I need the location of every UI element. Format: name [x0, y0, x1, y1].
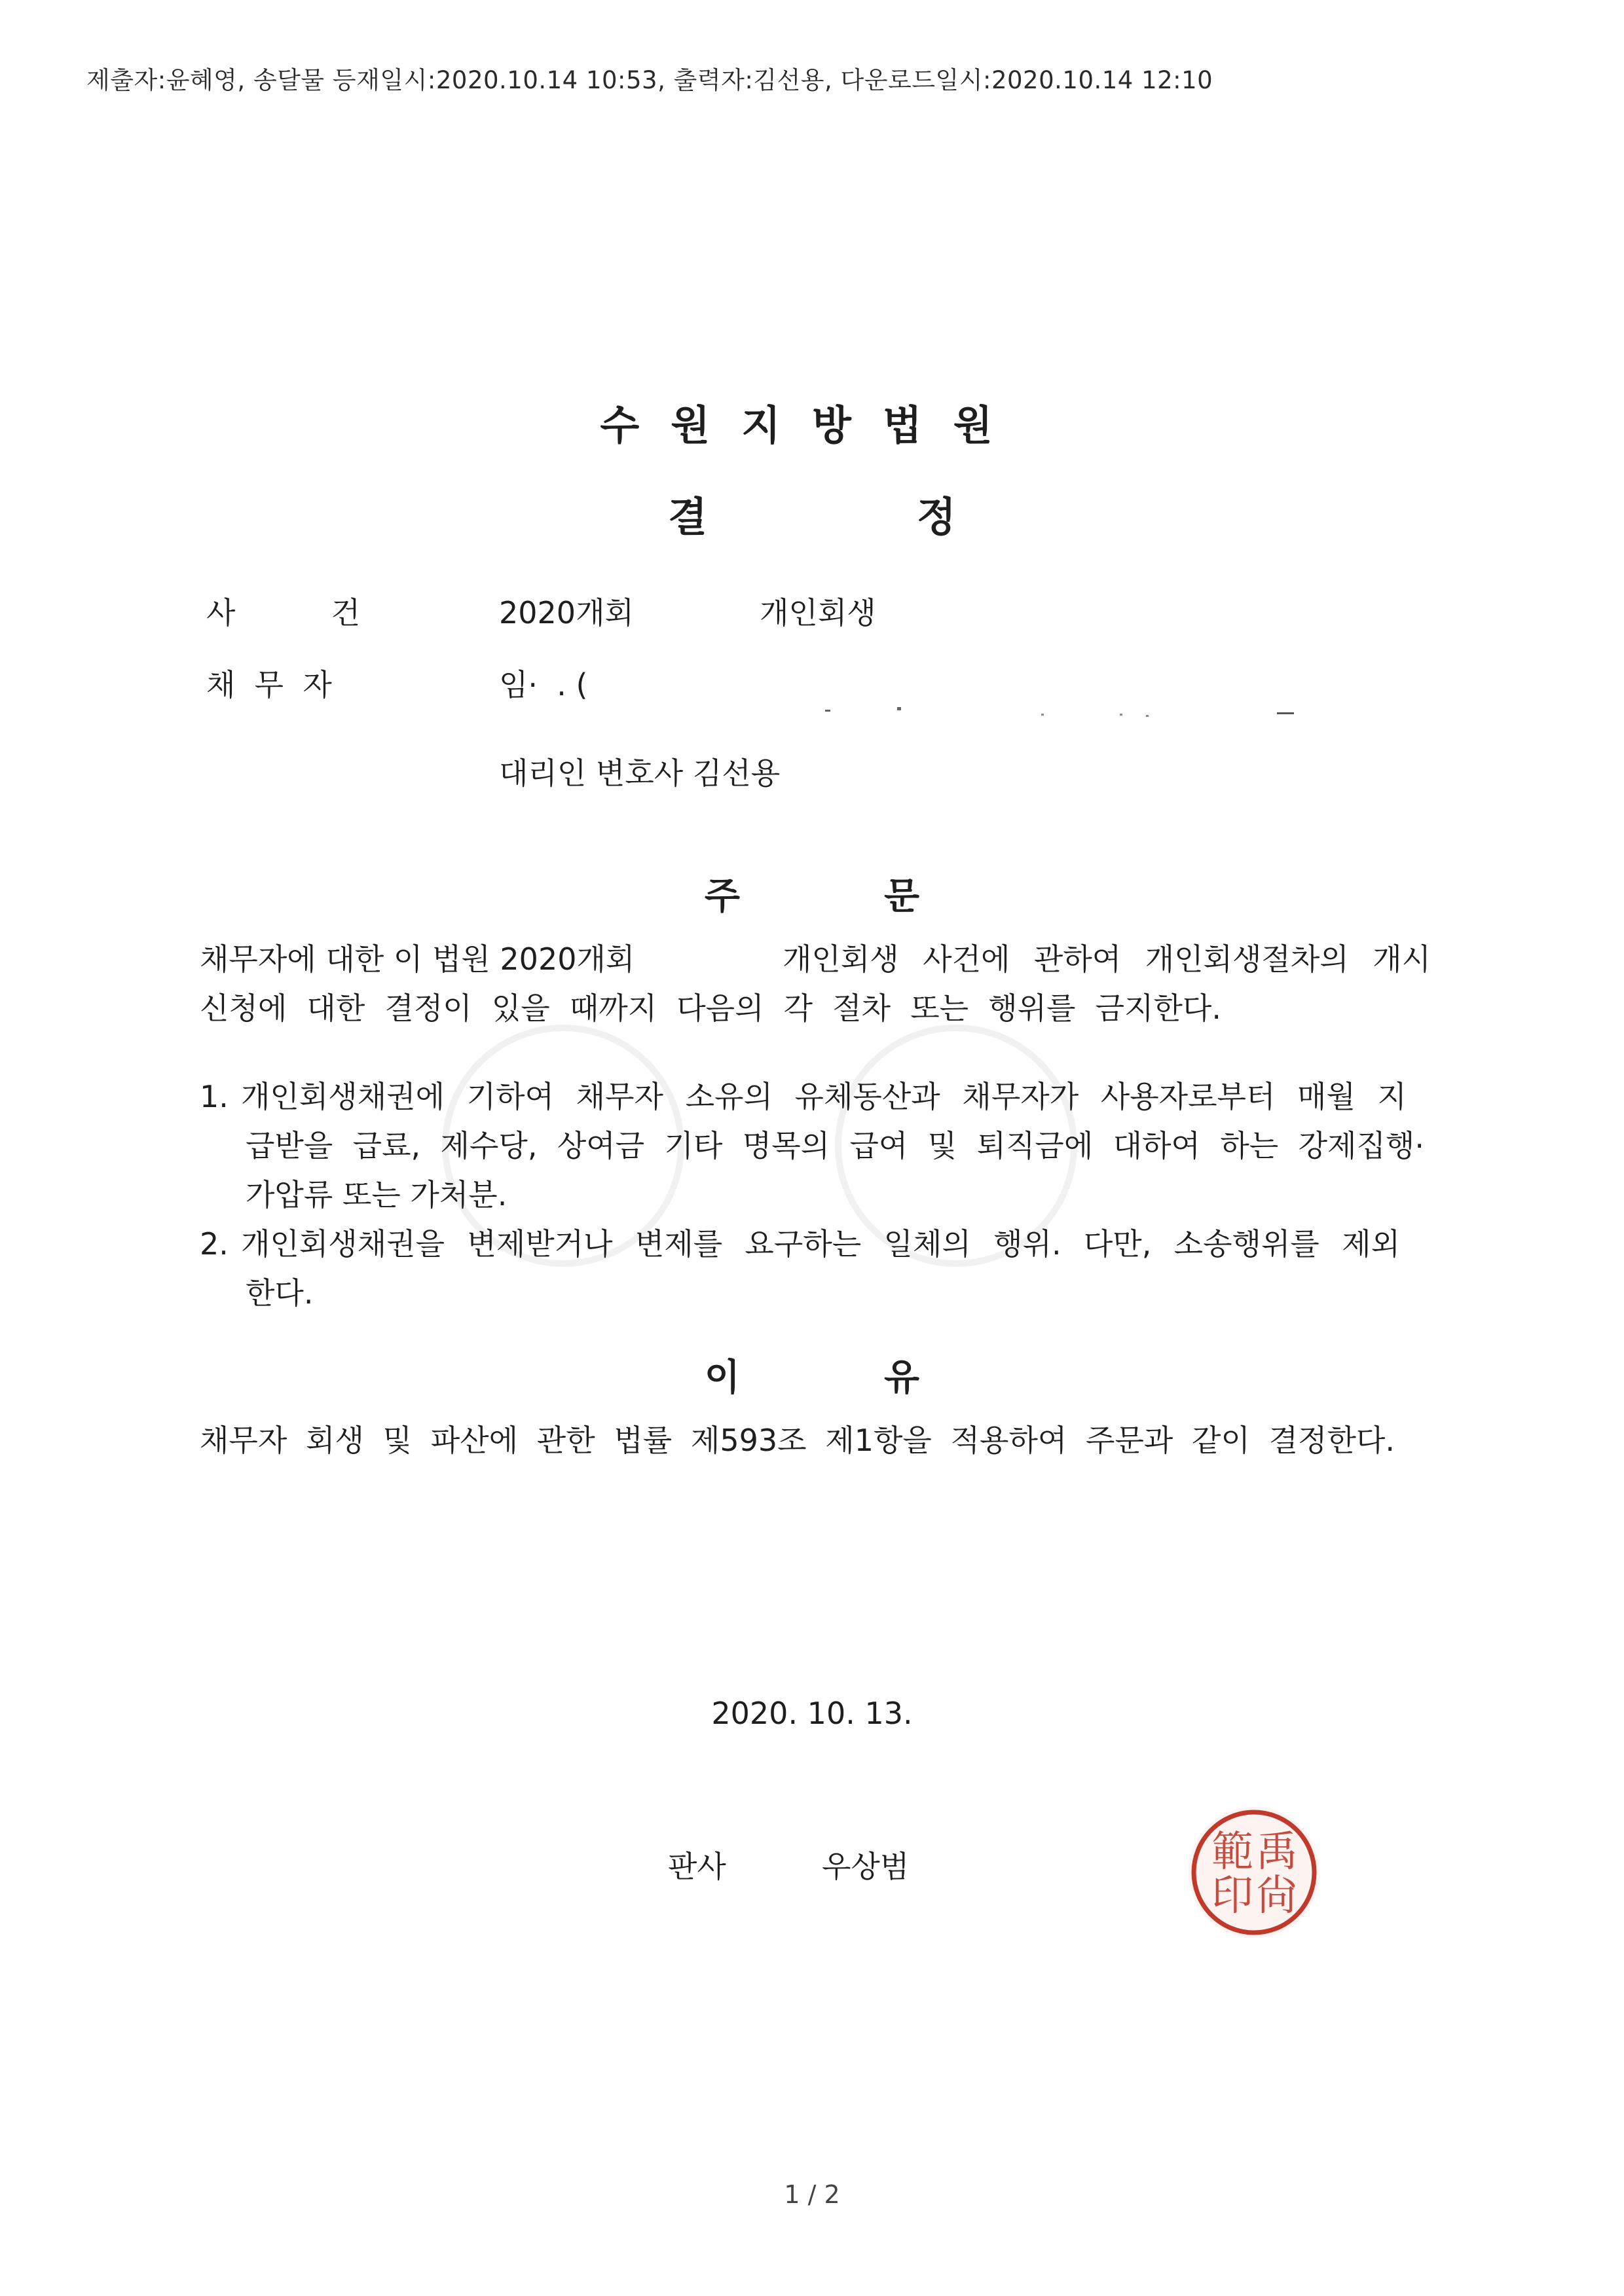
order-heading-char-1: 주 — [704, 875, 740, 918]
order-heading-char-2: 문 — [884, 875, 920, 918]
court-name: 수원지방법원 — [600, 401, 1024, 449]
judge-label: 판사 — [668, 1849, 726, 1884]
debtor-representative: 대리인 변호사 김선용 — [499, 756, 781, 791]
document-title-char-2: 정 — [917, 493, 956, 541]
redacted-address — [504, 694, 1329, 720]
reason-text: 채무자 회생 및 파산에 관한 법률 제593조 제1항을 적용하여 주문과 같이 결정한다. — [200, 1423, 1395, 1458]
debtor-label: 채 무 자 — [206, 667, 332, 702]
svg-text:範: 範 — [1211, 1828, 1253, 1876]
submission-info-header: 제출자:윤혜영, 송달물 등재일시:2020.10.14 10:53, 출력자:김선용, 다운로드일시:2020.10.14 12:10 — [86, 66, 1213, 94]
case-type: 개인회생 — [760, 595, 876, 630]
document-title-char-1: 결 — [668, 493, 707, 541]
svg-text:禹: 禹 — [1256, 1828, 1298, 1876]
reason-heading-char-2: 유 — [884, 1356, 920, 1399]
case-number: 2020개회 — [499, 595, 634, 630]
order-paragraph-line-1b: 개인회생 사건에 관하여 개인회생절차의 개시 — [783, 941, 1431, 977]
order-item-1-line-2: 급받을 급료, 제수당, 상여금 기타 명목의 급여 및 퇴직금에 대하여 하는 강제집행· — [246, 1128, 1424, 1163]
page-number: 1 / 2 — [784, 2180, 840, 2209]
order-item-2-line-1: 개인회생채권을 변제받거나 변제를 요구하는 일체의 행위. 다만, 소송행위를 제외 — [241, 1226, 1400, 1262]
order-item-2-line-2: 한다. — [246, 1275, 314, 1311]
case-label-text: 사 건 — [206, 595, 361, 630]
case-label — [206, 589, 360, 632]
debtor-name: 임· . ( — [499, 667, 588, 702]
reason-heading-char-1: 이 — [704, 1356, 740, 1399]
order-item-2-number: 2. — [200, 1226, 229, 1262]
order-heading — [0, 867, 1624, 920]
order-item-1-number: 1. — [200, 1079, 229, 1114]
svg-text:尙: 尙 — [1256, 1872, 1298, 1920]
order-item-1-line-1: 개인회생채권에 기하여 채무자 소유의 유체동산과 채무자가 사용자로부터 매월 지 — [241, 1079, 1407, 1114]
order-paragraph-line-2: 신청에 대한 결정이 있을 때까지 다음의 각 절차 또는 행위를 금지한다. — [200, 991, 1221, 1026]
decision-date: 2020. 10. 13. — [711, 1696, 913, 1731]
order-paragraph-line-1a: 채무자에 대한 이 법원 2020개회 — [200, 941, 635, 977]
order-item-1-line-3: 가압류 또는 가처분. — [246, 1177, 507, 1212]
document-title — [0, 484, 1624, 543]
svg-text:印: 印 — [1211, 1872, 1253, 1920]
reason-heading — [0, 1349, 1624, 1401]
judge-name: 우상범 — [822, 1849, 910, 1884]
judge-seal — [1179, 1797, 1329, 1948]
